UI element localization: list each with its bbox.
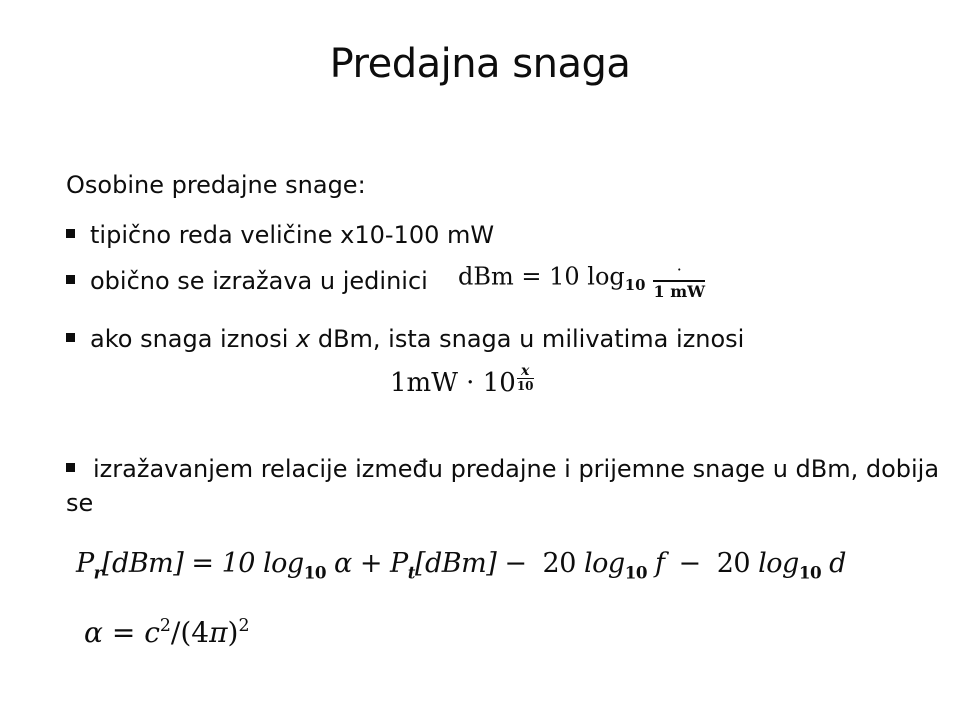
mw-formula [390,363,534,398]
eq-subscript: 10 [624,562,647,583]
mw-base: 1mW · 10 [390,368,516,398]
eq-operator: + [351,548,391,579]
square-bullet-icon [66,463,75,472]
square-bullet-icon [66,275,75,284]
dbm-log-base: 10 [624,276,646,295]
bullet-text: dBm, ista snaga u milivatima iznosi [310,325,745,353]
eq-text: ) [227,615,239,649]
alpha-equation [84,608,249,651]
eq-superscript: 2 [238,616,250,636]
dbm-formula [458,258,705,300]
eq-operator: = [102,615,145,649]
mw-exponent-denominator: 10 [516,379,534,393]
eq-log: log [584,548,625,579]
eq-subscript: 10 [303,562,327,583]
bullet-text: tipično reda veličine x10-100 mW [90,221,495,249]
eq-coefficient: 20 [716,548,759,579]
bullet-text: ako snaga iznosi [90,325,297,353]
eq-symbol: α [334,548,352,579]
eq-symbol: π [209,615,228,649]
square-bullet-icon [66,229,75,238]
eq-text: [dBm] = 10 [102,548,264,579]
eq-subscript: 10 [798,562,822,583]
intro-text: Osobine predajne snage: [66,171,366,199]
eq-text: [dBm] − [414,548,535,579]
eq-symbol: d [829,548,846,579]
bullet-text: izražavanjem relacije između predajne i prijemne snage u dBm, dobija se [66,455,940,517]
eq-symbol: P [390,548,408,579]
eq-symbol: α [84,615,103,649]
received-power-equation [76,546,846,590]
eq-operator: − [678,548,709,579]
eq-symbol: f [654,548,665,579]
eq-coefficient: 20 [542,548,584,579]
mw-exponent-numerator: x [517,364,534,379]
slide-title: Predajna snaga [329,41,631,87]
eq-log: log [263,548,304,579]
bullet-item [66,220,494,250]
dbm-lhs: dBm = 10 log [458,262,625,291]
eq-symbol: c [144,615,160,649]
eq-symbol: P [76,548,94,579]
dbm-fraction [653,262,705,302]
dbm-numerator: · [653,262,705,282]
eq-text: /(4 [170,615,210,649]
eq-subscript: r [93,562,102,583]
mw-exponent-fraction [517,364,534,393]
bullet-item [66,324,744,354]
bullet-item [66,452,946,520]
dbm-denominator: 1 mW [653,282,706,301]
eq-superscript: 2 [159,616,171,636]
bullet-text: obično se izražava u jedinici [90,267,428,295]
eq-log: log [758,548,799,579]
bullet-item [66,266,428,296]
square-bullet-icon [66,333,75,342]
bullet-variable: x [296,325,311,353]
eq-subscript: t [407,562,415,583]
